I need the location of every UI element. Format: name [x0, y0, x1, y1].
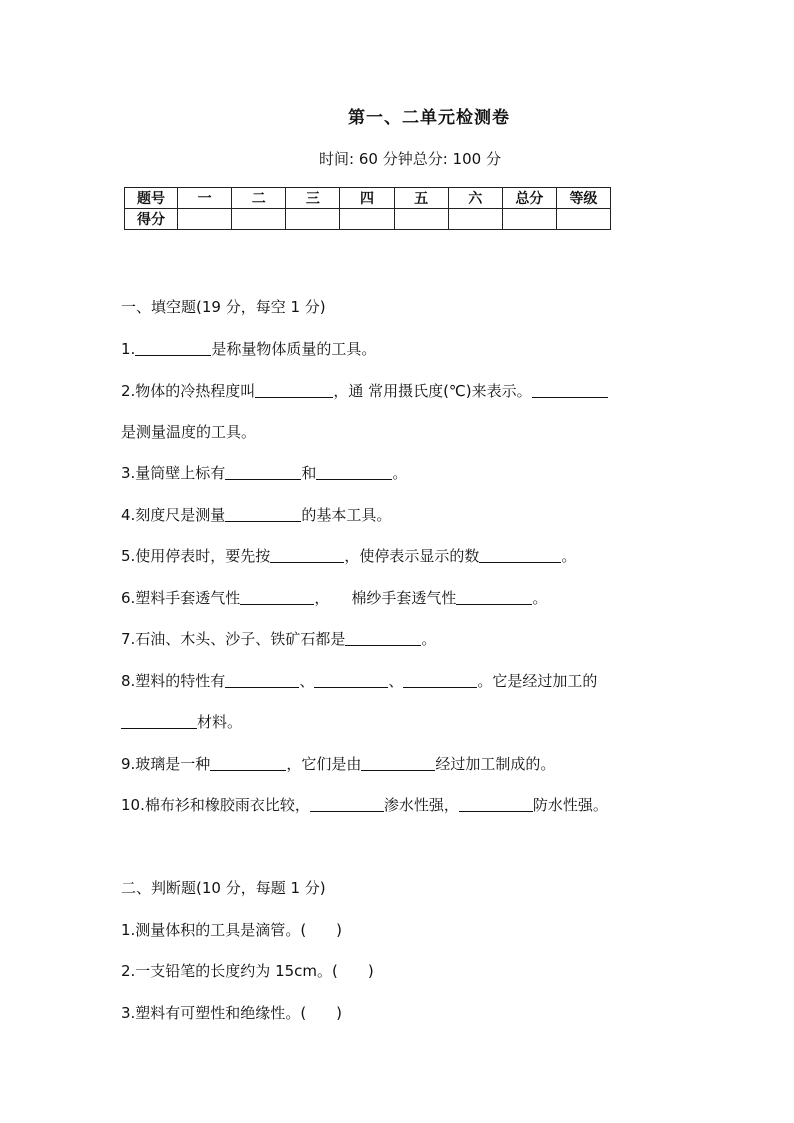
- answer-blank[interactable]: [345, 630, 421, 646]
- score-header-cell: 一: [178, 188, 232, 209]
- score-table-score-row: [125, 209, 611, 230]
- score-cell[interactable]: [556, 209, 610, 230]
- answer-blank[interactable]: [255, 382, 333, 398]
- score-cell[interactable]: [232, 209, 286, 230]
- score-table: [124, 187, 611, 230]
- answer-blank[interactable]: [532, 382, 608, 398]
- score-header-cell: 三: [286, 188, 340, 209]
- question-1-9: 9.玻璃是一种 ，它们是由 经过加工制成的。: [121, 755, 556, 773]
- score-header-cell: 总分: [502, 188, 556, 209]
- answer-blank[interactable]: [121, 713, 197, 729]
- answer-blank[interactable]: [403, 672, 477, 688]
- question-1-4: 4.刻度尺是测量 的基本工具。: [121, 506, 392, 524]
- answer-blank[interactable]: [225, 672, 299, 688]
- score-cell[interactable]: [286, 209, 340, 230]
- score-header-cell: 等级: [556, 188, 610, 209]
- score-header-cell: 二: [232, 188, 286, 209]
- score-header-cell: 题号: [125, 188, 178, 209]
- answer-blank[interactable]: [479, 547, 561, 563]
- question-1-8-continued: 材料。: [121, 711, 242, 732]
- question-1-8: 8.塑料的特性有 、 、 。它是经过加工的: [121, 672, 598, 690]
- score-cell[interactable]: [502, 209, 556, 230]
- score-cell[interactable]: [394, 209, 448, 230]
- answer-blank[interactable]: [310, 796, 384, 812]
- answer-blank[interactable]: [456, 589, 532, 605]
- answer-blank[interactable]: [314, 672, 388, 688]
- answer-blank[interactable]: [135, 340, 211, 356]
- score-cell[interactable]: [448, 209, 502, 230]
- question-1-6: 6.塑料手套透气性 ， 棉纱手套透气性 。: [121, 589, 548, 607]
- question-1-10: 10.棉布衫和橡胶雨衣比较， 渗水性强， 防水性强。: [121, 796, 608, 814]
- answer-blank[interactable]: [270, 547, 344, 563]
- answer-blank[interactable]: [459, 796, 533, 812]
- question-1-7: 7.石油、木头、沙子、铁矿石都是 。: [121, 630, 437, 648]
- score-header-cell: 六: [448, 188, 502, 209]
- page-title: 第一、二单元检测卷: [348, 108, 510, 128]
- question-2-1: 1.测量体积的工具是滴管。( ): [121, 921, 343, 939]
- answer-blank[interactable]: [225, 464, 301, 480]
- section-fill-in-title: 一、填空题(19 分，每空 1 分): [121, 298, 326, 316]
- score-table-header-row: [125, 188, 611, 209]
- answer-blank[interactable]: [210, 755, 286, 771]
- answer-blank[interactable]: [240, 589, 314, 605]
- question-1-2: 2.物体的冷热程度叫 ，通 常用摄氏度(℃)来表示。: [121, 380, 608, 401]
- answer-blank[interactable]: [316, 464, 392, 480]
- question-1-2-continued: 是测量温度的工具。: [121, 423, 257, 441]
- exam-time-and-score: 时间: 60 分钟总分: 100 分: [319, 150, 501, 168]
- question-2-2: 2.一支铅笔的长度约为 15cm。( ): [121, 962, 374, 980]
- score-header-cell: 五: [394, 188, 448, 209]
- question-2-3: 3.塑料有可塑性和绝缘性。( ): [121, 1004, 343, 1022]
- question-1-3: 3.量筒壁上标有 和 。: [121, 464, 408, 482]
- score-header-cell: 四: [340, 188, 394, 209]
- score-cell[interactable]: [340, 209, 394, 230]
- answer-blank[interactable]: [361, 755, 435, 771]
- question-1-5: 5.使用停表时，要先按 ，使停表示显示的数 。: [121, 547, 577, 565]
- section-true-false-title: 二、判断题(10 分，每题 1 分): [121, 879, 326, 897]
- question-1-1: 1. 是称量物体质量的工具。: [121, 340, 377, 358]
- answer-blank[interactable]: [225, 506, 301, 522]
- score-cell[interactable]: [178, 209, 232, 230]
- score-row-label: 得分: [125, 209, 178, 230]
